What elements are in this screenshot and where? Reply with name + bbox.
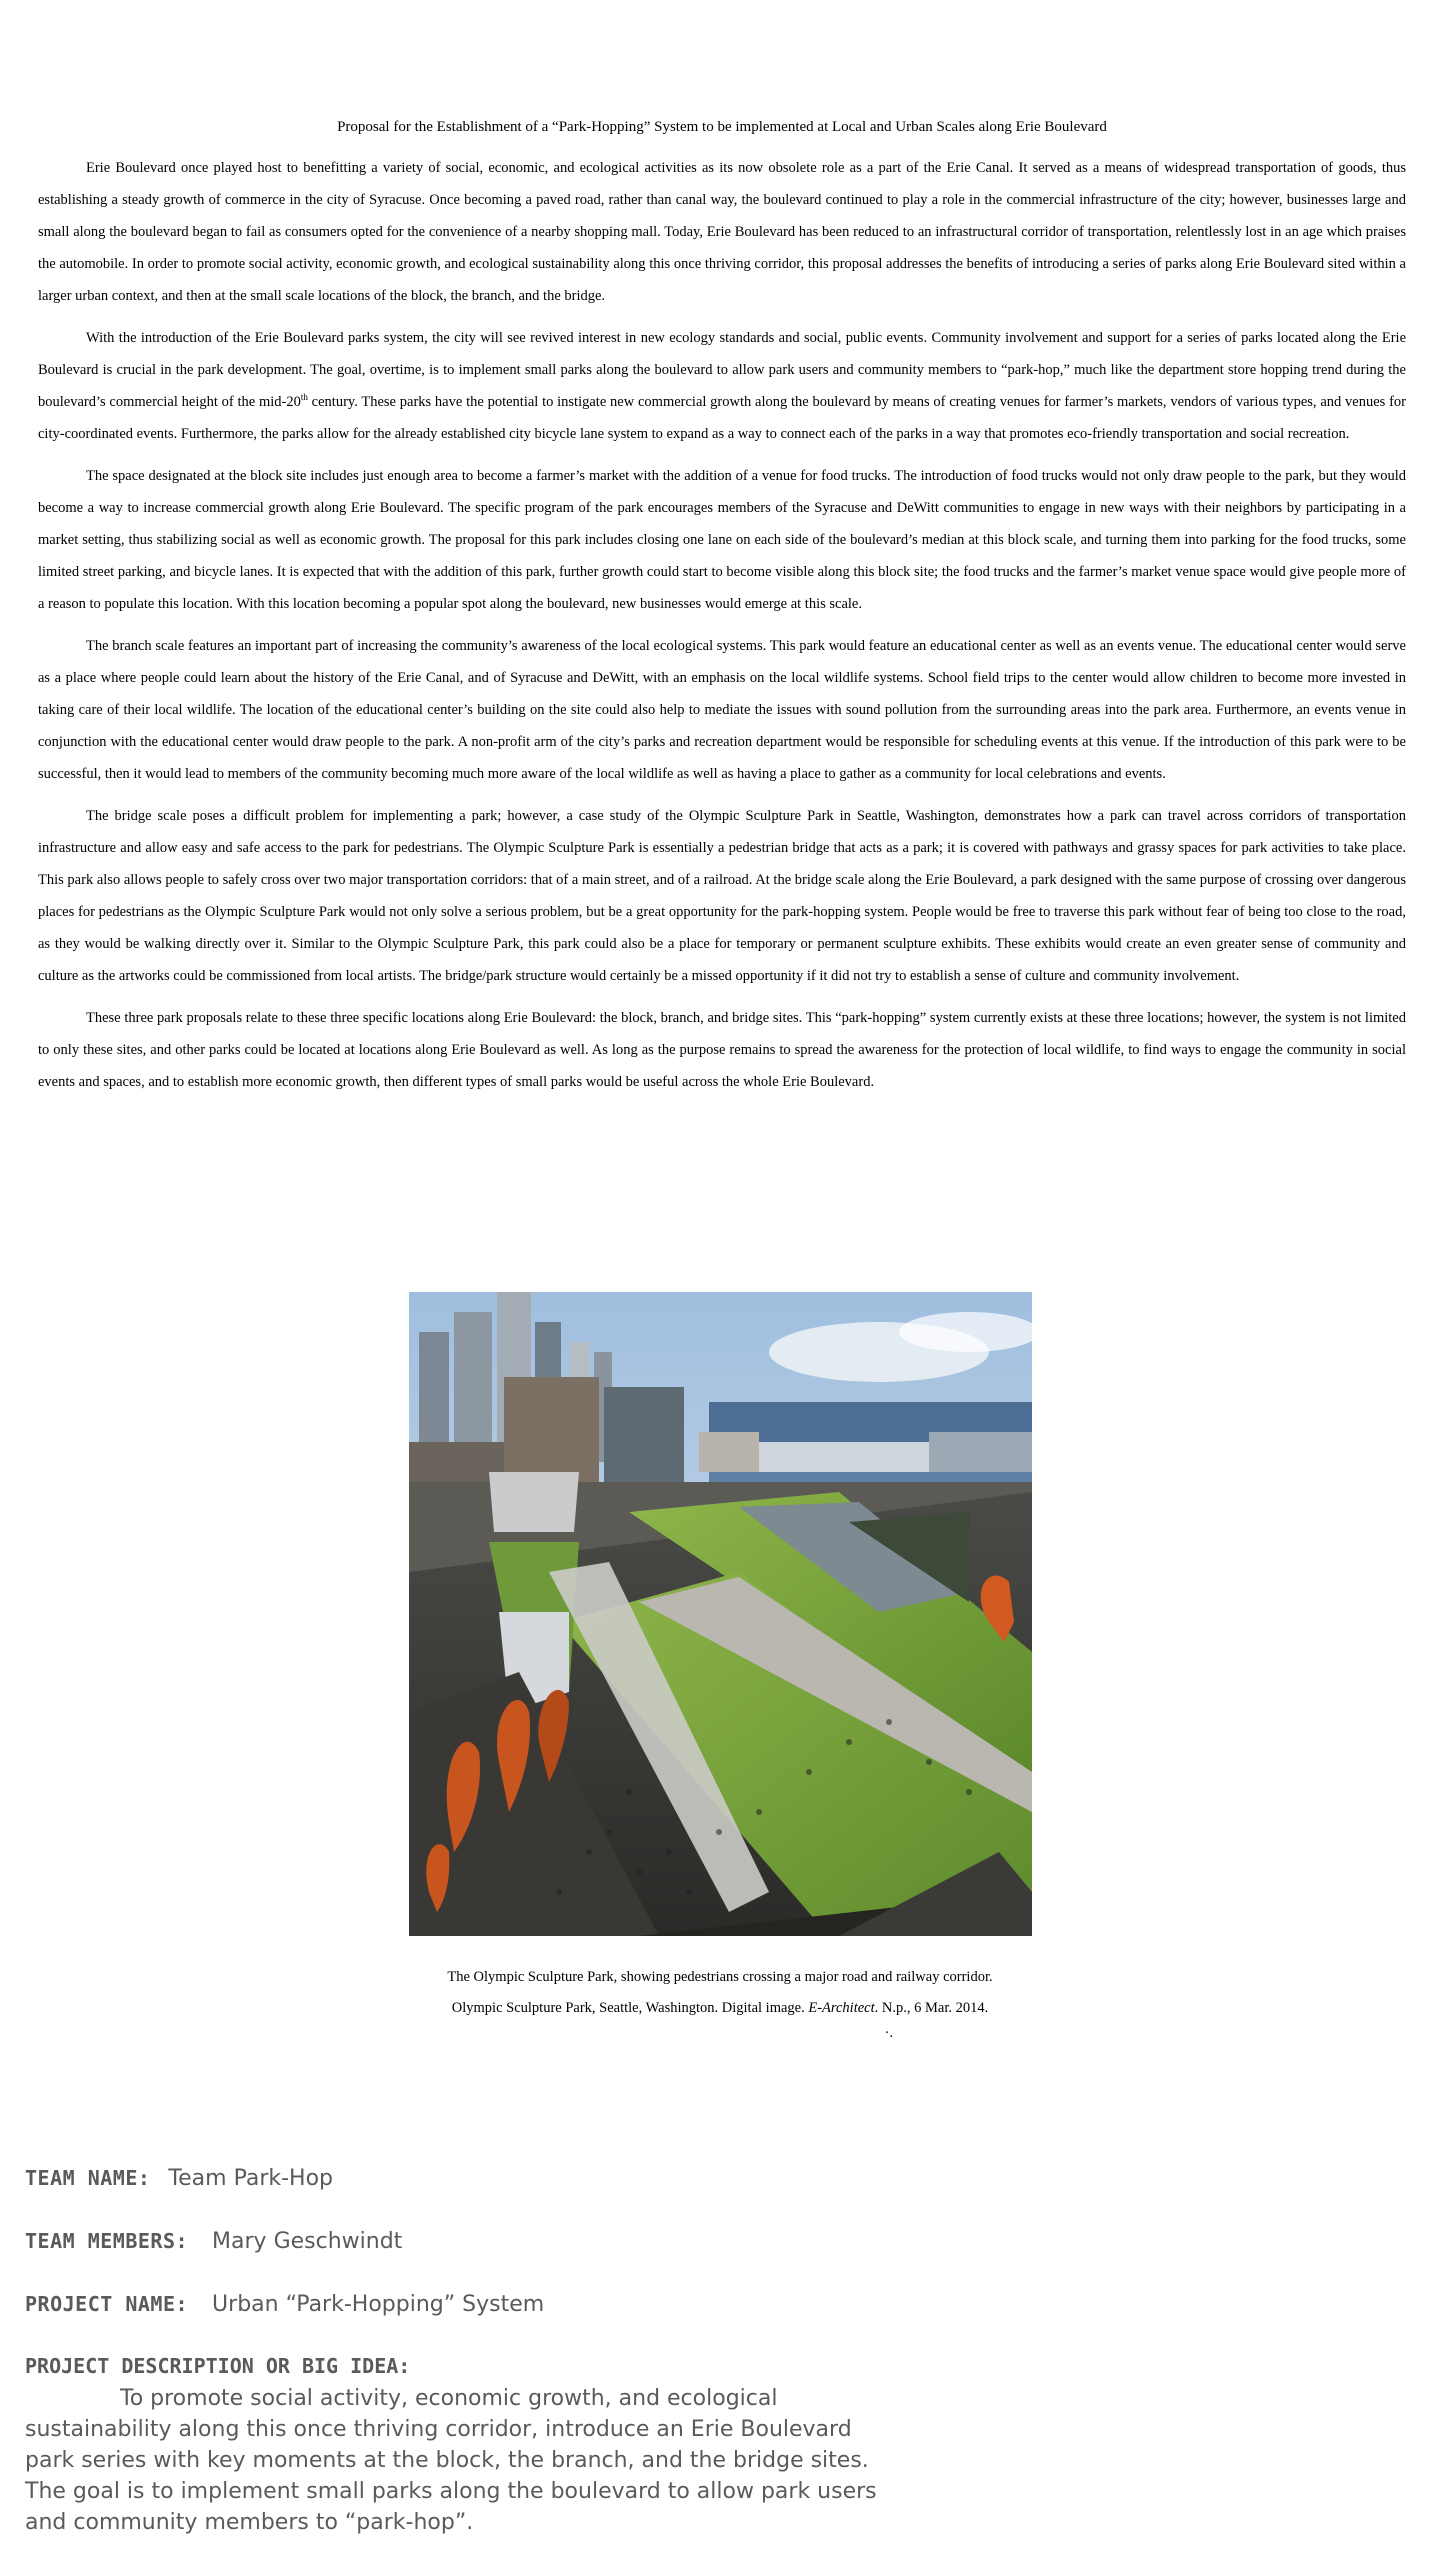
caption-stray-mark: ·. bbox=[884, 2025, 893, 2041]
paragraph-parks-system-text: With the introduction of the Erie Boulevard parks system, the city will see revived interest in new ecology standards and social, public events. Community involvement and support for a series of parks located along the Erie Boulevard is crucial in the park development. The goal, overtime, is to implement small parks along the boulevard to allow park users and community members to “park-hop,” much like the department store hopping trend during the boulevard’s commercial height of the mid-20 bbox=[38, 330, 1406, 410]
team-members-value: Mary Geschwindt bbox=[212, 2229, 403, 2254]
document-title: Proposal for the Establishment of a “Park-Hopping” System to be implemented at Local and Urban Scales along Erie Boulevard bbox=[337, 119, 1107, 135]
paragraph-parks-system bbox=[38, 322, 1406, 450]
caption-citation bbox=[340, 1993, 1100, 2024]
team-name-value: Team Park-Hop bbox=[168, 2166, 334, 2191]
caption-description: The Olympic Sculpture Park, showing pedestrians crossing a major road and railway corridor. bbox=[447, 1969, 993, 1985]
project-description-label: PROJECT DESCRIPTION OR BIG IDEA: bbox=[25, 2354, 411, 2378]
paragraph-conclusion: These three park proposals relate to these three specific locations along Erie Boulevard: the block, branch, and bridge sites. This “park-hopping” system currently exists at these three locations; however, the system is not limited to only these sites, and other parks could be located at locations along Erie Boulevard as well. As long as the purpose remains to spread the awareness for the protection of local wildlife, to find ways to engage the community in social events and spaces, and to establish more economic growth, then different types of small parks would be useful across the whole Erie Boulevard. bbox=[38, 1010, 1406, 1090]
project-name-value: Urban “Park-Hopping” System bbox=[212, 2292, 545, 2317]
superscript-th: th bbox=[300, 392, 308, 403]
project-name-label: PROJECT NAME: bbox=[25, 2292, 189, 2316]
paragraph-bridge-scale: The bridge scale poses a difficult problem for implementing a park; however, a case study of the Olympic Sculpture Park in Seattle, Washington, demonstrates how a park can travel across corridors of transportation infrastructure and allow easy and safe access to the park for pedestrians. The Olympic Sculpture Park is essentially a pedestrian bridge that acts as a park; it is covered with pathways and grassy spaces for park activities to take place. This park also allows people to safely cross over two major transportation corridors: that of a main street, and of a railroad. At the bridge scale along the Erie Boulevard, a park designed with the same purpose of crossing over dangerous places for pedestrians as the Olympic Sculpture Park would not only solve a serious problem, but be a great opportunity for the park-hopping system. People would be free to traverse this park without fear of being too close to the road, as they would be walking directly over it. Similar to the Olympic Sculpture Park, this park could also be a place for temporary or permanent sculpture exhibits. These exhibits would create an even greater sense of community and culture as the artworks could be commissioned from local artists. The bridge/park structure would certainly be a missed opportunity if it did not try to establish a sense of culture and community involvement. bbox=[38, 808, 1406, 984]
paragraph-parks-system-text-cont: century. These parks have the potential to instigate new commercial growth along the boulevard by means of creating venues for farmer’s markets, vendors of various types, and venues for city-coordinated events. Furthermore, the parks allow for the already established city bicycle lane system to expand as a way to connect each of the parks in a way that promotes eco-friendly transportation and social recreation. bbox=[38, 394, 1406, 442]
paragraph-intro: Erie Boulevard once played host to benefitting a variety of social, economic, and ecological activities as its now obsolete role as a part of the Erie Canal. It served as a means of widespread transportation of goods, thus establishing a steady growth of commerce in the city of Syracuse. Once becoming a paved road, rather than canal way, the boulevard continued to play a role in the commercial infrastructure of the city; however, businesses large and small along the boulevard began to fail as consumers opted for the convenience of a nearby shopping mall. Today, Erie Boulevard has been reduced to an infrastructural corridor of transportation, relentlessly lost in an age which praises the automobile. In order to promote social activity, economic growth, and ecological sustainability along this once thriving corridor, this proposal addresses the benefits of introducing a series of parks along Erie Boulevard sited within a larger urban context, and then at the small scale locations of the block, the branch, and the bridge. bbox=[38, 160, 1406, 304]
paragraph-branch-scale: The branch scale features an important part of increasing the community’s awareness of the local ecological systems. This park would feature an educational center as well as an events venue. The educational center would serve as a place where people could learn about the history of the Erie Canal, and of Syracuse and DeWitt, with an emphasis on the local wildlife systems. School field trips to the center would allow children to become more invested in taking care of their local wildlife. The location of the educational center’s building on the site could also help to mediate the issues with sound pollution from the surrounding areas into the park area. Furthermore, an events venue in conjunction with the educational center would draw people to the park. A non-profit arm of the city’s parks and recreation department would be responsible for scheduling events at this venue. If the introduction of this park were to be successful, then it would lead to members of the community becoming much more aware of the local wildlife as well as having a place to gather as a community for local celebrations and events. bbox=[38, 638, 1406, 782]
team-members-row bbox=[25, 2223, 925, 2286]
proposal-document bbox=[38, 116, 1406, 1108]
project-description-text: To promote social activity, economic growth, and ecological sustainability along this once thriving corridor, introduce an Erie Boulevard park series with key moments at the block, the branch, and the bridge sites. The goal is to implement small parks along the boulevard to allow park users and community members to “park-hop”. bbox=[25, 2386, 877, 2535]
project-name-row bbox=[25, 2286, 925, 2349]
citation-text: Olympic Sculpture Park, Seattle, Washington. Digital image. bbox=[451, 2000, 809, 2016]
paragraph-block-site: The space designated at the block site includes just enough area to become a farmer’s market with the addition of a venue for food trucks. The introduction of food trucks would not only draw people to the park, but they would become a way to increase commercial growth along Erie Boulevard. The specific program of the park encourages members of the Syracuse and DeWitt communities to engage in new ways with their neighbors by participating in a market setting, thus stabilizing social as well as economic growth. The proposal for this park includes closing one lane on each side of the boulevard’s median at this block scale, and turning them into parking for the food trucks, some limited street parking, and bicycle lanes. It is expected that with the addition of this park, further growth could start to become visible along this block site; the food trucks and the farmer’s market venue space would give people more of a reason to populate this location. With this location becoming a popular spot along the boulevard, new businesses would emerge at this scale. bbox=[38, 468, 1406, 612]
figure-caption bbox=[340, 1962, 1100, 2042]
team-name-label: TEAM NAME: bbox=[25, 2166, 151, 2190]
team-info-block bbox=[25, 2160, 925, 2538]
citation-source: E-Architect bbox=[808, 2000, 875, 2016]
team-name-row bbox=[25, 2160, 925, 2223]
olympic-sculpture-park-photo bbox=[409, 1292, 1032, 1936]
citation-date: . N.p., 6 Mar. 2014. bbox=[874, 2000, 989, 2016]
team-members-label: TEAM MEMBERS: bbox=[25, 2229, 189, 2253]
